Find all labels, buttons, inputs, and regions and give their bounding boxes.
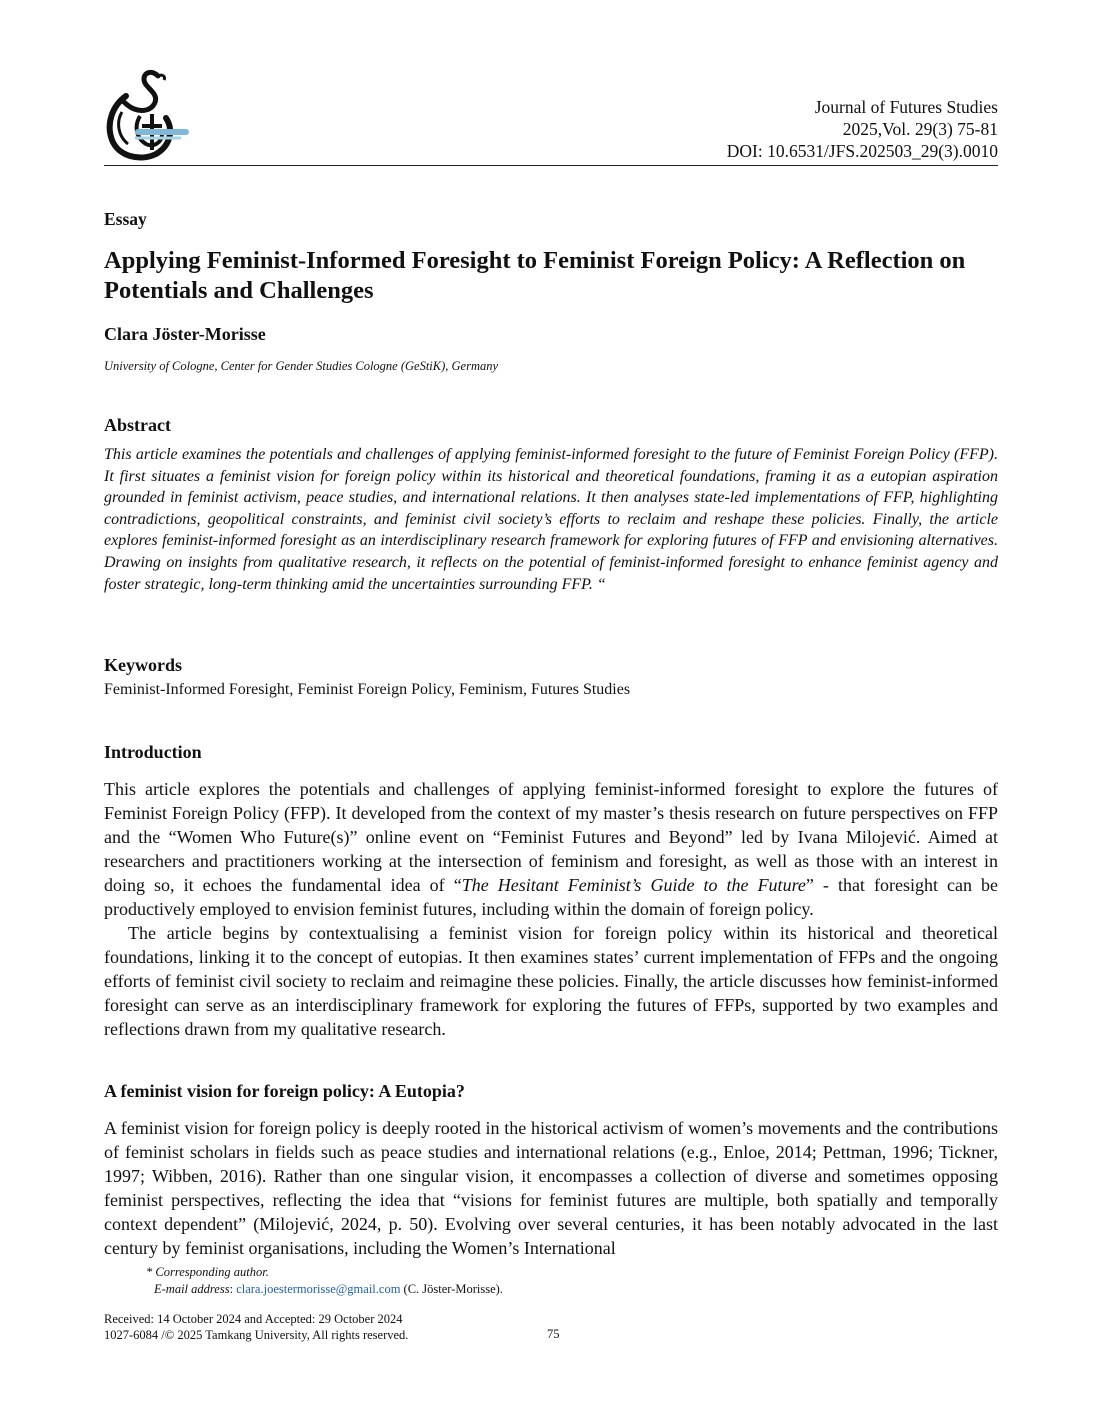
journal-info (727, 96, 998, 162)
introduction-paragraph-1: This article explores the potentials and challenges of applying feminist-informed foresight to explore the futures of Feminist Foreign Policy (FFP). It developed from the context of my master’s thesis research on future perspectives on FFP and the “Women Who Future(s)” online event on “Feminist Futures and Beyond” led by Ivana Milojević. Aimed at researchers and practitioners working at the intersection of feminism and foresight, as well as those with an interest in doing so, it echoes the fundamental idea of “The Hesitant Feminist’s Guide to the Future” - that foresight can be productively employed to envision feminist futures, including within the domain of foreign policy. (104, 779, 998, 919)
page-number: 75 (547, 1327, 560, 1341)
cited-title: The Hesitant Feminist’s Guide to the Future (461, 875, 806, 895)
keywords-heading: Keywords (104, 655, 182, 675)
introduction-paragraph-2: The article begins by contextualising a feminist vision for foreign policy within its historical and theoretical foundations, linking it to the concept of eutopias. It then examines states’ current implementation of FFPs and the ongoing efforts of feminist civil society to reclaim and reimagine these policies. Finally, the article discusses how feminist-informed foresight can serve as an interdisciplinary framework for exploring the futures of FFPs, supported by two examples and reflections drawn from my qualitative research. (104, 923, 998, 1039)
author-affiliation: University of Cologne, Center for Gender Studies Cologne (GeStiK), Germany (104, 359, 499, 373)
email-label: E-mail address (154, 1282, 230, 1296)
copyright: 1027-6084 /© 2025 Tamkang University, All rights reserved. (104, 1328, 409, 1342)
introduction-body (104, 777, 998, 1041)
keywords-text: Feminist-Informed Foresight, Feminist Foreign Policy, Feminism, Futures Studies (104, 681, 631, 698)
abstract-heading: Abstract (104, 415, 171, 435)
introduction-heading: Introduction (104, 742, 202, 762)
abstract-text: This article examines the potentials and challenges of applying feminist-informed foresight to the future of Feminist Foreign Policy (FFP). It first situates a feminist vision for foreign policy within its historical and theoretical foundations, framing it as a eutopian aspiration grounded in feminist activism, peace studies, and international relations. It then analyses state-led implementations of FFP, highlighting contradictions, geopolitical constraints, and feminist civil society’s efforts to reclaim and reshape these policies. Finally, the article explores feminist-informed foresight as an interdisciplinary research framework for exploring futures of FFP and envisioning alternatives. Drawing on insights from qualitative research, it reflects on the potential of feminist-informed foresight to enhance feminist agency and foster strategic, long-term thinking amid the uncertainties surrounding FFP. “ (104, 446, 998, 593)
journal-logo (100, 66, 192, 166)
corresponding-note: * Corresponding author. (146, 1265, 269, 1279)
publication-info (104, 1311, 408, 1343)
volume-info: 2025,Vol. 29(3) 75-81 (842, 119, 998, 139)
journal-name: Journal of Futures Studies (814, 97, 998, 117)
article-type: Essay (104, 209, 147, 229)
section-body (104, 1116, 998, 1260)
header-divider (104, 165, 998, 166)
section-heading: A feminist vision for foreign policy: A Eutopia? (104, 1081, 465, 1101)
article-title: Applying Feminist-Informed Foresight to Feminist Foreign Policy: A Reflection on Potentials and Challenges (104, 247, 966, 304)
doi: DOI: 10.6531/JFS.202503_29(3).0010 (726, 141, 998, 161)
received-dates: Received: 14 October 2024 and Accepted: 29 October 2024 (104, 1312, 403, 1326)
section-paragraph-1: A feminist vision for foreign policy is deeply rooted in the historical activism of women’s movements and the contributions of feminist scholars in fields such as peace studies and international relations (e.g., Enloe, 2014; Pettman, 1996; Tickner, 1997; Wibben, 2016). Rather than one singular vision, it encompasses a collection of diverse and sometimes opposing feminist perspectives, reflecting the idea that “visions for feminist futures are multiple, both spatially and temporally context dependent” (Milojević, 2024, p. 50). Evolving over several centuries, it has been notably advocated in the last century by feminist organisations, including the Women’s International (104, 1118, 998, 1258)
author-name: Clara Jöster-Morisse (104, 324, 266, 344)
footnote: * Corresponding author. E-mail address: clara.joestermorisse@gmail.com (C. Jöster-Morisse). (146, 1265, 503, 1296)
author-email-link[interactable]: clara.joestermorisse@gmail.com (236, 1282, 401, 1296)
